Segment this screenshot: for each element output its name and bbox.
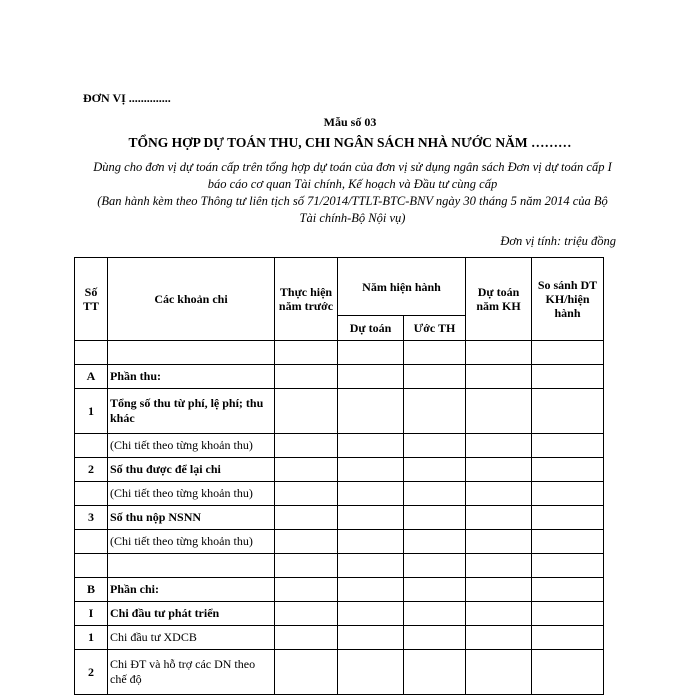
cell-plan-estimate	[466, 482, 532, 506]
cell-compare	[532, 530, 604, 554]
issued-by-note: (Ban hành kèm theo Thông tư liên tịch số 71/2014/TTLT-BTC-BNV ngày 30 tháng 5 năm 2014 của Bộ Tài chính-Bộ Nội vụ)	[97, 194, 608, 225]
cell-expected	[404, 389, 466, 434]
cell-prev-year	[275, 458, 338, 482]
cell-plan-estimate	[466, 341, 532, 365]
row-stt: I	[75, 602, 108, 626]
cell-expected	[404, 506, 466, 530]
cell-compare	[532, 626, 604, 650]
row-item: Phần thu:	[108, 365, 275, 389]
cell-estimate	[338, 341, 404, 365]
table-row	[75, 482, 604, 506]
table-row	[75, 530, 604, 554]
cell-estimate	[338, 389, 404, 434]
cell-estimate	[338, 458, 404, 482]
cell-prev-year	[275, 578, 338, 602]
row-item: Phần chi:	[108, 578, 275, 602]
cell-prev-year	[275, 434, 338, 458]
cell-expected	[404, 458, 466, 482]
cell-estimate	[338, 365, 404, 389]
row-item	[108, 554, 275, 578]
cell-plan-estimate	[466, 365, 532, 389]
cell-plan-estimate	[466, 602, 532, 626]
row-item: (Chi tiết theo từng khoản thu)	[108, 530, 275, 554]
table-row	[75, 602, 604, 626]
cell-plan-estimate	[466, 578, 532, 602]
row-stt	[75, 482, 108, 506]
table-row	[75, 389, 604, 434]
table-row	[75, 434, 604, 458]
cell-plan-estimate	[466, 554, 532, 578]
cell-compare	[532, 578, 604, 602]
unit-line: ĐƠN VỊ ..............	[83, 91, 171, 105]
cell-compare	[532, 365, 604, 389]
document-title: TỔNG HỢP DỰ TOÁN THU, CHI NGÂN SÁCH NHÀ NƯỚC NĂM ………	[128, 135, 572, 150]
table-row	[75, 650, 604, 695]
cell-plan-estimate	[466, 650, 532, 695]
row-item: Số thu nộp NSNN	[108, 506, 275, 530]
cell-expected	[404, 341, 466, 365]
row-item: Chi đầu tư phát triển	[108, 602, 275, 626]
row-item: (Chi tiết theo từng khoản thu)	[108, 434, 275, 458]
cell-prev-year	[275, 389, 338, 434]
cell-compare	[532, 650, 604, 695]
cell-compare	[532, 458, 604, 482]
cell-compare	[532, 554, 604, 578]
document-description: Dùng cho đơn vị dự toán cấp trên tổng hợp dự toán của đơn vị sử dụng ngân sách Đơn vị dự toán cấp I báo cáo cơ quan Tài chính, Kế hoạch và Đầu tư cùng cấp	[93, 160, 612, 191]
cell-prev-year	[275, 650, 338, 695]
row-stt: 2	[75, 650, 108, 695]
header-prev-year: Thực hiện năm trước	[275, 258, 338, 341]
cell-estimate	[338, 506, 404, 530]
table-row	[75, 554, 604, 578]
table-row	[75, 506, 604, 530]
header-stt: Số TT	[75, 258, 108, 341]
cell-expected	[404, 365, 466, 389]
cell-plan-estimate	[466, 530, 532, 554]
cell-plan-estimate	[466, 389, 532, 434]
row-stt	[75, 434, 108, 458]
cell-expected	[404, 602, 466, 626]
row-item: Tổng số thu từ phí, lệ phí; thu khác	[108, 389, 275, 434]
cell-plan-estimate	[466, 626, 532, 650]
row-stt	[75, 341, 108, 365]
cell-prev-year	[275, 506, 338, 530]
cell-expected	[404, 626, 466, 650]
cell-prev-year	[275, 554, 338, 578]
currency-unit: Đơn vị tính: triệu đồng	[500, 234, 616, 248]
cell-expected	[404, 578, 466, 602]
table-row	[75, 365, 604, 389]
cell-prev-year	[275, 530, 338, 554]
header-current-year: Năm hiện hành	[338, 258, 466, 316]
cell-expected	[404, 650, 466, 695]
form-number: Mẫu số 03	[323, 115, 377, 129]
row-stt: 1	[75, 626, 108, 650]
cell-prev-year	[275, 626, 338, 650]
cell-expected	[404, 434, 466, 458]
row-item: Chi đầu tư XDCB	[108, 626, 275, 650]
table-row	[75, 578, 604, 602]
cell-plan-estimate	[466, 458, 532, 482]
cell-estimate	[338, 602, 404, 626]
cell-compare	[532, 434, 604, 458]
cell-compare	[532, 602, 604, 626]
header-compare: So sánh DT KH/hiện hành	[532, 258, 604, 341]
row-item: (Chi tiết theo từng khoản thu)	[108, 482, 275, 506]
cell-estimate	[338, 482, 404, 506]
cell-prev-year	[275, 482, 338, 506]
row-item	[108, 341, 275, 365]
cell-compare	[532, 341, 604, 365]
cell-estimate	[338, 554, 404, 578]
table-row	[75, 341, 604, 365]
row-stt	[75, 554, 108, 578]
table-row	[75, 626, 604, 650]
cell-plan-estimate	[466, 506, 532, 530]
cell-compare	[532, 506, 604, 530]
cell-estimate	[338, 578, 404, 602]
table-row	[75, 458, 604, 482]
header-estimate: Dự toán	[338, 316, 404, 341]
cell-prev-year	[275, 341, 338, 365]
cell-plan-estimate	[466, 434, 532, 458]
cell-expected	[404, 554, 466, 578]
row-stt: 2	[75, 458, 108, 482]
cell-estimate	[338, 626, 404, 650]
cell-prev-year	[275, 365, 338, 389]
header-plan-estimate: Dự toán năm KH	[466, 258, 532, 341]
cell-estimate	[338, 530, 404, 554]
row-stt: A	[75, 365, 108, 389]
budget-table	[74, 257, 604, 695]
header-item: Các khoản chi	[108, 258, 275, 341]
cell-prev-year	[275, 602, 338, 626]
row-stt	[75, 530, 108, 554]
cell-estimate	[338, 434, 404, 458]
row-item: Chi ĐT và hỗ trợ các DN theo chế độ	[108, 650, 275, 695]
cell-compare	[532, 482, 604, 506]
table-body	[75, 341, 604, 695]
row-stt: 1	[75, 389, 108, 434]
cell-expected	[404, 530, 466, 554]
row-stt: 3	[75, 506, 108, 530]
row-item: Số thu được để lại chi	[108, 458, 275, 482]
header-expected: Ước TH	[404, 316, 466, 341]
cell-compare	[532, 389, 604, 434]
cell-expected	[404, 482, 466, 506]
cell-estimate	[338, 650, 404, 695]
row-stt: B	[75, 578, 108, 602]
